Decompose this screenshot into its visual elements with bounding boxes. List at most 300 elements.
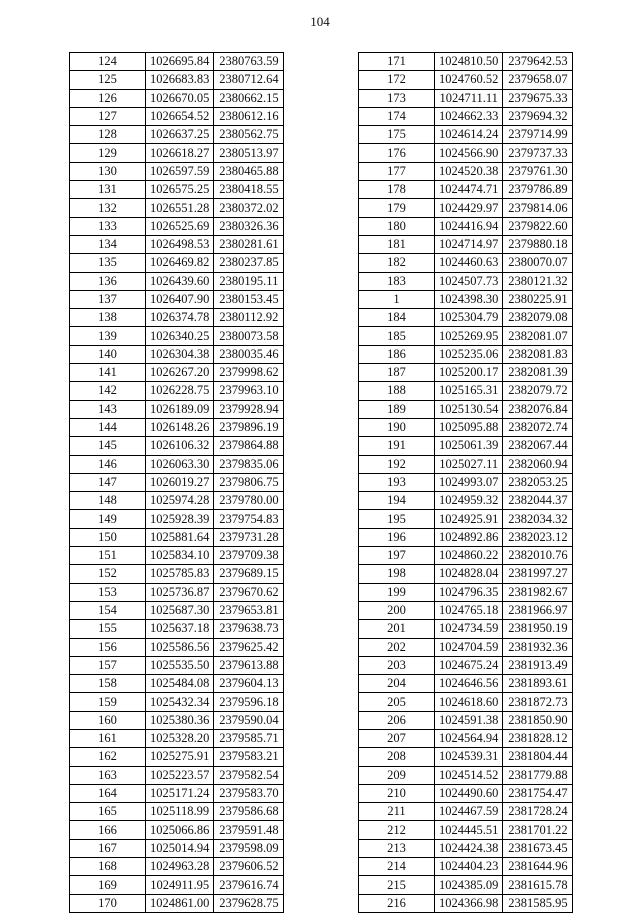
table-row [359,199,573,217]
x-coordinate-cell: 1025328.20 [146,729,214,747]
table-row [359,858,573,876]
x-coordinate-cell: 1024460.63 [435,254,503,272]
page-number: 104 [310,14,330,29]
table-row [359,693,573,711]
point-number-cell: 203 [359,656,435,674]
point-number-cell: 199 [359,583,435,601]
y-coordinate-cell: 2382023.12 [503,528,573,546]
x-coordinate-cell: 1024963.28 [146,858,214,876]
x-coordinate-cell: 1024860.22 [435,547,503,565]
table-row [70,583,284,601]
table-row [70,364,284,382]
y-coordinate-cell: 2381779.88 [503,766,573,784]
y-coordinate-cell: 2381728.24 [503,803,573,821]
x-coordinate-cell: 1024416.94 [435,217,503,235]
y-coordinate-cell: 2381673.45 [503,839,573,857]
point-number-cell: 140 [70,345,146,363]
x-coordinate-cell: 1025095.88 [435,418,503,436]
point-number-cell: 208 [359,748,435,766]
x-coordinate-cell: 1024618.60 [435,693,503,711]
table-row [70,638,284,656]
point-number-cell: 202 [359,638,435,656]
x-coordinate-cell: 1025687.30 [146,601,214,619]
point-number-cell: 164 [70,784,146,802]
point-number-cell: 189 [359,400,435,418]
point-number-cell: 155 [70,620,146,638]
y-coordinate-cell: 2379628.75 [214,894,284,912]
x-coordinate-cell: 1024474.71 [435,181,503,199]
point-number-cell: 152 [70,565,146,583]
x-coordinate-cell: 1025066.86 [146,821,214,839]
y-coordinate-cell: 2379658.07 [503,71,573,89]
x-coordinate-cell: 1025235.06 [435,345,503,363]
y-coordinate-cell: 2381913.49 [503,656,573,674]
point-number-cell: 178 [359,181,435,199]
point-number-cell: 177 [359,162,435,180]
table-row [70,199,284,217]
y-coordinate-cell: 2379625.42 [214,638,284,656]
x-coordinate-cell: 1024398.30 [435,290,503,308]
x-coordinate-cell: 1024675.24 [435,656,503,674]
y-coordinate-cell: 2379590.04 [214,711,284,729]
y-coordinate-cell: 2379670.62 [214,583,284,601]
table-row [359,638,573,656]
table-row [70,711,284,729]
y-coordinate-cell: 2379822.60 [503,217,573,235]
table-row [359,437,573,455]
point-number-cell: 176 [359,144,435,162]
y-coordinate-cell: 2381828.12 [503,729,573,747]
x-coordinate-cell: 1026498.53 [146,235,214,253]
point-number-cell: 207 [359,729,435,747]
point-number-cell: 205 [359,693,435,711]
point-number-cell: 190 [359,418,435,436]
point-number-cell: 183 [359,272,435,290]
table-row [359,821,573,839]
point-number-cell: 156 [70,638,146,656]
y-coordinate-cell: 2379786.89 [503,181,573,199]
x-coordinate-cell: 1024828.04 [435,565,503,583]
x-coordinate-cell: 1024404.23 [435,858,503,876]
point-number-cell: 212 [359,821,435,839]
x-coordinate-cell: 1024993.07 [435,473,503,491]
y-coordinate-cell: 2382076.84 [503,400,573,418]
table-row [359,126,573,144]
table-row [359,839,573,857]
y-coordinate-cell: 2381997.27 [503,565,573,583]
table-row [359,272,573,290]
table-row [359,162,573,180]
point-number-cell: 146 [70,455,146,473]
y-coordinate-cell: 2379896.19 [214,418,284,436]
table-row [70,437,284,455]
y-coordinate-cell: 2380465.88 [214,162,284,180]
y-coordinate-cell: 2380418.55 [214,181,284,199]
y-coordinate-cell: 2379616.74 [214,876,284,894]
table-row [70,821,284,839]
point-number-cell: 185 [359,327,435,345]
table-row [70,290,284,308]
table-row [70,217,284,235]
y-coordinate-cell: 2379864.88 [214,437,284,455]
x-coordinate-cell: 1024796.35 [435,583,503,601]
point-number-cell: 165 [70,803,146,821]
point-number-cell: 142 [70,382,146,400]
y-coordinate-cell: 2381754.47 [503,784,573,802]
table-row [359,309,573,327]
x-coordinate-cell: 1024539.31 [435,748,503,766]
x-coordinate-cell: 1024467.59 [435,803,503,821]
table-row [359,455,573,473]
table-row [359,89,573,107]
x-coordinate-cell: 1024892.86 [435,528,503,546]
point-number-cell: 181 [359,235,435,253]
table-row [70,473,284,491]
x-coordinate-cell: 1024662.33 [435,107,503,125]
y-coordinate-cell: 2380195.11 [214,272,284,290]
x-coordinate-cell: 1025974.28 [146,492,214,510]
table-body [70,53,284,913]
point-number-cell: 180 [359,217,435,235]
point-number-cell: 182 [359,254,435,272]
point-number-cell: 186 [359,345,435,363]
y-coordinate-cell: 2380112.92 [214,309,284,327]
y-coordinate-cell: 2379586.68 [214,803,284,821]
y-coordinate-cell: 2379835.06 [214,455,284,473]
y-coordinate-cell: 2379582.54 [214,766,284,784]
point-number-cell: 175 [359,126,435,144]
y-coordinate-cell: 2382060.94 [503,455,573,473]
y-coordinate-cell: 2381804.44 [503,748,573,766]
x-coordinate-cell: 1025928.39 [146,510,214,528]
x-coordinate-cell: 1025171.24 [146,784,214,802]
point-number-cell: 173 [359,89,435,107]
y-coordinate-cell: 2382072.74 [503,418,573,436]
x-coordinate-cell: 1026063.30 [146,455,214,473]
table-row [359,400,573,418]
point-number-cell: 174 [359,107,435,125]
y-coordinate-cell: 2382044.37 [503,492,573,510]
point-number-cell: 150 [70,528,146,546]
y-coordinate-cell: 2379591.48 [214,821,284,839]
table-row [70,803,284,821]
point-number-cell: 126 [70,89,146,107]
y-coordinate-cell: 2381615.78 [503,876,573,894]
point-number-cell: 149 [70,510,146,528]
x-coordinate-cell: 1026267.20 [146,364,214,382]
table-row [70,418,284,436]
point-number-cell: 166 [70,821,146,839]
y-coordinate-cell: 2382079.08 [503,309,573,327]
y-coordinate-cell: 2379638.73 [214,620,284,638]
y-coordinate-cell: 2379780.00 [214,492,284,510]
table-row [70,309,284,327]
x-coordinate-cell: 1025118.99 [146,803,214,821]
table-row [70,382,284,400]
point-number-cell: 170 [70,894,146,912]
coordinates-table-left [69,52,284,913]
table-row [70,693,284,711]
x-coordinate-cell: 1025380.36 [146,711,214,729]
x-coordinate-cell: 1025275.91 [146,748,214,766]
point-number-cell: 210 [359,784,435,802]
x-coordinate-cell: 1026525.69 [146,217,214,235]
x-coordinate-cell: 1024704.59 [435,638,503,656]
point-number-cell: 161 [70,729,146,747]
y-coordinate-cell: 2379598.09 [214,839,284,857]
y-coordinate-cell: 2380073.58 [214,327,284,345]
point-number-cell: 188 [359,382,435,400]
table-row [359,675,573,693]
y-coordinate-cell: 2380070.07 [503,254,573,272]
y-coordinate-cell: 2380121.32 [503,272,573,290]
table-row [359,217,573,235]
table-row [359,473,573,491]
table-row [70,601,284,619]
table-row [70,235,284,253]
point-number-cell: 125 [70,71,146,89]
y-coordinate-cell: 2379689.15 [214,565,284,583]
y-coordinate-cell: 2382081.07 [503,327,573,345]
table-row [359,784,573,802]
y-coordinate-cell: 2382081.39 [503,364,573,382]
y-coordinate-cell: 2379694.32 [503,107,573,125]
point-number-cell: 191 [359,437,435,455]
table-row [359,547,573,565]
table-row [70,547,284,565]
y-coordinate-cell: 2381966.97 [503,601,573,619]
table-row [70,345,284,363]
y-coordinate-cell: 2379880.18 [503,235,573,253]
x-coordinate-cell: 1026019.27 [146,473,214,491]
table-body [359,53,573,913]
x-coordinate-cell: 1025881.64 [146,528,214,546]
y-coordinate-cell: 2382010.76 [503,547,573,565]
x-coordinate-cell: 1024614.24 [435,126,503,144]
table-row [70,876,284,894]
x-coordinate-cell: 1026106.32 [146,437,214,455]
table-row [359,894,573,912]
y-coordinate-cell: 2379653.81 [214,601,284,619]
y-coordinate-cell: 2382081.83 [503,345,573,363]
table-row [359,510,573,528]
x-coordinate-cell: 1024564.94 [435,729,503,747]
table-row [70,272,284,290]
y-coordinate-cell: 2379585.71 [214,729,284,747]
point-number-cell: 167 [70,839,146,857]
y-coordinate-cell: 2379613.88 [214,656,284,674]
x-coordinate-cell: 1026618.27 [146,144,214,162]
point-number-cell: 147 [70,473,146,491]
table-row [70,327,284,345]
x-coordinate-cell: 1026575.25 [146,181,214,199]
point-number-cell: 192 [359,455,435,473]
table-row [359,290,573,308]
point-number-cell: 145 [70,437,146,455]
point-number-cell: 127 [70,107,146,125]
table-row [70,620,284,638]
table-row [70,858,284,876]
point-number-cell: 213 [359,839,435,857]
point-number-cell: 139 [70,327,146,345]
y-coordinate-cell: 2379928.94 [214,400,284,418]
y-coordinate-cell: 2380712.64 [214,71,284,89]
point-number-cell: 206 [359,711,435,729]
x-coordinate-cell: 1024490.60 [435,784,503,802]
point-number-cell: 195 [359,510,435,528]
x-coordinate-cell: 1024714.97 [435,235,503,253]
x-coordinate-cell: 1025027.11 [435,455,503,473]
table-row [359,418,573,436]
point-number-cell: 196 [359,528,435,546]
x-coordinate-cell: 1025061.39 [435,437,503,455]
table-row [359,729,573,747]
table-row [70,181,284,199]
point-number-cell: 162 [70,748,146,766]
table-row [359,583,573,601]
x-coordinate-cell: 1026148.26 [146,418,214,436]
x-coordinate-cell: 1026304.38 [146,345,214,363]
x-coordinate-cell: 1024646.56 [435,675,503,693]
y-coordinate-cell: 2379737.33 [503,144,573,162]
point-number-cell: 159 [70,693,146,711]
x-coordinate-cell: 1026683.83 [146,71,214,89]
x-coordinate-cell: 1025269.95 [435,327,503,345]
x-coordinate-cell: 1024959.32 [435,492,503,510]
point-number-cell: 168 [70,858,146,876]
x-coordinate-cell: 1026469.82 [146,254,214,272]
y-coordinate-cell: 2381893.61 [503,675,573,693]
x-coordinate-cell: 1024566.90 [435,144,503,162]
point-number-cell: 184 [359,309,435,327]
x-coordinate-cell: 1025834.10 [146,547,214,565]
table-row [70,400,284,418]
table-row [359,71,573,89]
y-coordinate-cell: 2382034.32 [503,510,573,528]
table-row [359,144,573,162]
x-coordinate-cell: 1024520.38 [435,162,503,180]
y-coordinate-cell: 2382067.44 [503,437,573,455]
x-coordinate-cell: 1026189.09 [146,400,214,418]
x-coordinate-cell: 1026695.84 [146,53,214,71]
table-row [359,620,573,638]
x-coordinate-cell: 1026340.25 [146,327,214,345]
table-row [359,492,573,510]
y-coordinate-cell: 2379675.33 [503,89,573,107]
table-row [359,107,573,125]
x-coordinate-cell: 1024734.59 [435,620,503,638]
x-coordinate-cell: 1026228.75 [146,382,214,400]
point-number-cell: 151 [70,547,146,565]
x-coordinate-cell: 1026551.28 [146,199,214,217]
x-coordinate-cell: 1024385.09 [435,876,503,894]
point-number-cell: 172 [359,71,435,89]
point-number-cell: 130 [70,162,146,180]
y-coordinate-cell: 2380562.75 [214,126,284,144]
y-coordinate-cell: 2382079.72 [503,382,573,400]
y-coordinate-cell: 2380225.91 [503,290,573,308]
x-coordinate-cell: 1025304.79 [435,309,503,327]
table-row [70,894,284,912]
table-row [359,345,573,363]
y-coordinate-cell: 2380763.59 [214,53,284,71]
y-coordinate-cell: 2380035.46 [214,345,284,363]
table-row [359,711,573,729]
y-coordinate-cell: 2379998.62 [214,364,284,382]
x-coordinate-cell: 1026670.05 [146,89,214,107]
y-coordinate-cell: 2380513.97 [214,144,284,162]
y-coordinate-cell: 2379963.10 [214,382,284,400]
x-coordinate-cell: 1025736.87 [146,583,214,601]
point-number-cell: 141 [70,364,146,382]
table-row [359,364,573,382]
point-number-cell: 134 [70,235,146,253]
point-number-cell: 200 [359,601,435,619]
x-coordinate-cell: 1025014.94 [146,839,214,857]
y-coordinate-cell: 2379761.30 [503,162,573,180]
x-coordinate-cell: 1024861.00 [146,894,214,912]
x-coordinate-cell: 1024765.18 [435,601,503,619]
x-coordinate-cell: 1024514.52 [435,766,503,784]
x-coordinate-cell: 1024424.38 [435,839,503,857]
y-coordinate-cell: 2380372.02 [214,199,284,217]
point-number-cell: 214 [359,858,435,876]
x-coordinate-cell: 1024591.38 [435,711,503,729]
table-row [70,455,284,473]
table-row [70,89,284,107]
table-row [359,327,573,345]
y-coordinate-cell: 2379583.21 [214,748,284,766]
point-number-cell: 128 [70,126,146,144]
y-coordinate-cell: 2379754.83 [214,510,284,528]
point-number-cell: 197 [359,547,435,565]
point-number-cell: 148 [70,492,146,510]
y-coordinate-cell: 2381850.90 [503,711,573,729]
x-coordinate-cell: 1025130.54 [435,400,503,418]
point-number-cell: 144 [70,418,146,436]
x-coordinate-cell: 1025432.34 [146,693,214,711]
point-number-cell: 131 [70,181,146,199]
point-number-cell: 138 [70,309,146,327]
y-coordinate-cell: 2379714.99 [503,126,573,144]
y-coordinate-cell: 2379731.28 [214,528,284,546]
x-coordinate-cell: 1025637.18 [146,620,214,638]
x-coordinate-cell: 1025223.57 [146,766,214,784]
x-coordinate-cell: 1026637.25 [146,126,214,144]
x-coordinate-cell: 1024366.98 [435,894,503,912]
table-row [359,876,573,894]
y-coordinate-cell: 2380612.16 [214,107,284,125]
table-row [70,528,284,546]
table-row [70,675,284,693]
y-coordinate-cell: 2380237.85 [214,254,284,272]
x-coordinate-cell: 1024711.11 [435,89,503,107]
x-coordinate-cell: 1025165.31 [435,382,503,400]
point-number-cell: 124 [70,53,146,71]
point-number-cell: 1 [359,290,435,308]
y-coordinate-cell: 2381932.36 [503,638,573,656]
x-coordinate-cell: 1024810.50 [435,53,503,71]
table-row [359,528,573,546]
y-coordinate-cell: 2380326.36 [214,217,284,235]
table-row [70,784,284,802]
x-coordinate-cell: 1025200.17 [435,364,503,382]
table-row [359,656,573,674]
table-row [359,254,573,272]
table-row [359,748,573,766]
point-number-cell: 198 [359,565,435,583]
y-coordinate-cell: 2382053.25 [503,473,573,491]
